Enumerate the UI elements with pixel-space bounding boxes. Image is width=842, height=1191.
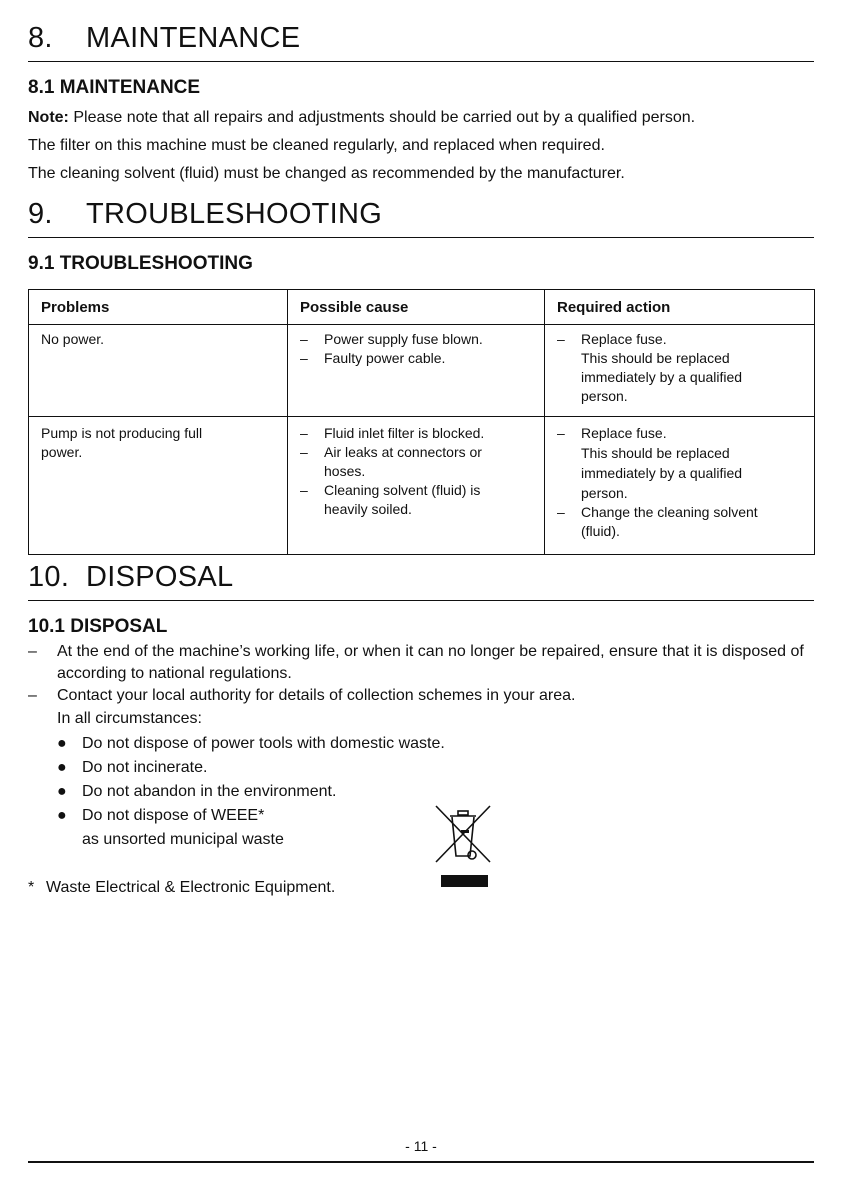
- list-item-text: Contact your local authority for details of collection schemes in your area.: [57, 687, 576, 704]
- dash: –: [300, 331, 308, 347]
- problem-text: No power.: [41, 331, 105, 347]
- divider: [28, 600, 814, 601]
- footer-divider: [28, 1161, 814, 1163]
- column-header: Required action: [545, 290, 815, 325]
- action-note: This should be replaced immediately by a qualified person.: [581, 350, 743, 404]
- table-row: [29, 417, 815, 555]
- note-label: Note:: [28, 109, 69, 126]
- section-number: 10.: [28, 561, 70, 593]
- bullet-icon: ●: [57, 735, 67, 752]
- dash: –: [28, 687, 37, 704]
- cause-text: Fluid inlet filter is blocked.: [324, 425, 485, 441]
- footnote-mark: *: [28, 879, 35, 896]
- circumstances-label: In all circumstances:: [57, 710, 202, 727]
- cause-text: Power supply fuse blown.: [324, 331, 483, 347]
- bullet-item: [57, 735, 445, 753]
- bullet-text: Do not abandon in the environment.: [82, 783, 337, 800]
- footnote: [28, 879, 335, 897]
- problem-cell: [29, 325, 288, 417]
- list-item: [28, 685, 818, 707]
- list-item: [28, 641, 818, 685]
- bullet-icon: ●: [57, 807, 67, 824]
- bullet-text: Do not dispose of WEEE*: [82, 807, 265, 824]
- section-title: MAINTENANCE: [86, 22, 301, 54]
- bullet-item: [57, 807, 264, 825]
- dash: –: [557, 425, 565, 441]
- section-title: DISPOSAL: [86, 561, 234, 593]
- problem-text: Pump is not producing full power.: [41, 425, 203, 460]
- bullet-item: [57, 759, 207, 777]
- bullet-text: Do not incinerate.: [82, 759, 208, 776]
- table-row: [29, 325, 815, 417]
- divider: [28, 61, 814, 62]
- section-10-heading: [28, 561, 233, 594]
- divider: [28, 237, 814, 238]
- cause-cell: [288, 417, 545, 555]
- column-header: Possible cause: [288, 290, 545, 325]
- cause-cell: [288, 325, 545, 417]
- cause-text: Faulty power cable.: [324, 350, 446, 366]
- cause-text: Air leaks at connectors or hoses.: [324, 444, 482, 479]
- cause-text: Cleaning solvent (fluid) is heavily soiled.: [324, 482, 481, 517]
- subsection-heading: 9.1 TROUBLESHOOTING: [28, 253, 253, 274]
- dash: –: [300, 482, 308, 498]
- section-number: 9.: [28, 198, 53, 230]
- note-paragraph: [28, 104, 695, 132]
- section-8-heading: [28, 22, 300, 55]
- section-9-heading: [28, 198, 382, 231]
- action-cell: [545, 417, 815, 555]
- dash: –: [300, 444, 308, 460]
- section-title: TROUBLESHOOTING: [86, 198, 383, 230]
- bullet-continuation: as unsorted municipal waste: [82, 831, 284, 848]
- problem-cell: [29, 417, 288, 555]
- bullet-icon: ●: [57, 783, 67, 800]
- bullet-item: [57, 783, 336, 801]
- page-number: - 11 -: [405, 1138, 437, 1154]
- column-header: Problems: [29, 290, 288, 325]
- weee-crossed-bin-icon: [432, 802, 494, 890]
- dash: –: [300, 350, 308, 366]
- dash: –: [300, 425, 308, 441]
- subsection-heading: 10.1 DISPOSAL: [28, 616, 168, 637]
- action-text: Replace fuse.: [581, 331, 667, 347]
- troubleshooting-table: [28, 289, 815, 555]
- section-number: 8.: [28, 22, 53, 54]
- dash: –: [557, 331, 565, 347]
- paragraph: The cleaning solvent (fluid) must be changed as recommended by the manufacturer.: [28, 165, 625, 182]
- dash: –: [557, 504, 565, 520]
- bullet-icon: ●: [57, 759, 67, 776]
- note-text: Please note that all repairs and adjustments should be carried out by a qualified person.: [68, 109, 696, 126]
- action-cell: [545, 325, 815, 417]
- bullet-text: Do not dispose of power tools with domestic waste.: [82, 735, 445, 752]
- action-text: Replace fuse.: [581, 425, 667, 441]
- action-note: This should be replaced immediately by a qualified person.: [581, 445, 743, 501]
- subsection-heading: 8.1 MAINTENANCE: [28, 77, 201, 98]
- list-item-text: At the end of the machine’s working life, or when it can no longer be repaired, ensure that it is disposed of according to national regulations.: [57, 643, 804, 682]
- paragraph: The filter on this machine must be cleaned regularly, and replaced when required.: [28, 137, 605, 154]
- dash: –: [28, 643, 37, 660]
- footnote-text: Waste Electrical & Electronic Equipment.: [46, 879, 336, 896]
- table-header-row: [29, 290, 815, 325]
- action-text: Change the cleaning solvent (fluid).: [581, 504, 758, 539]
